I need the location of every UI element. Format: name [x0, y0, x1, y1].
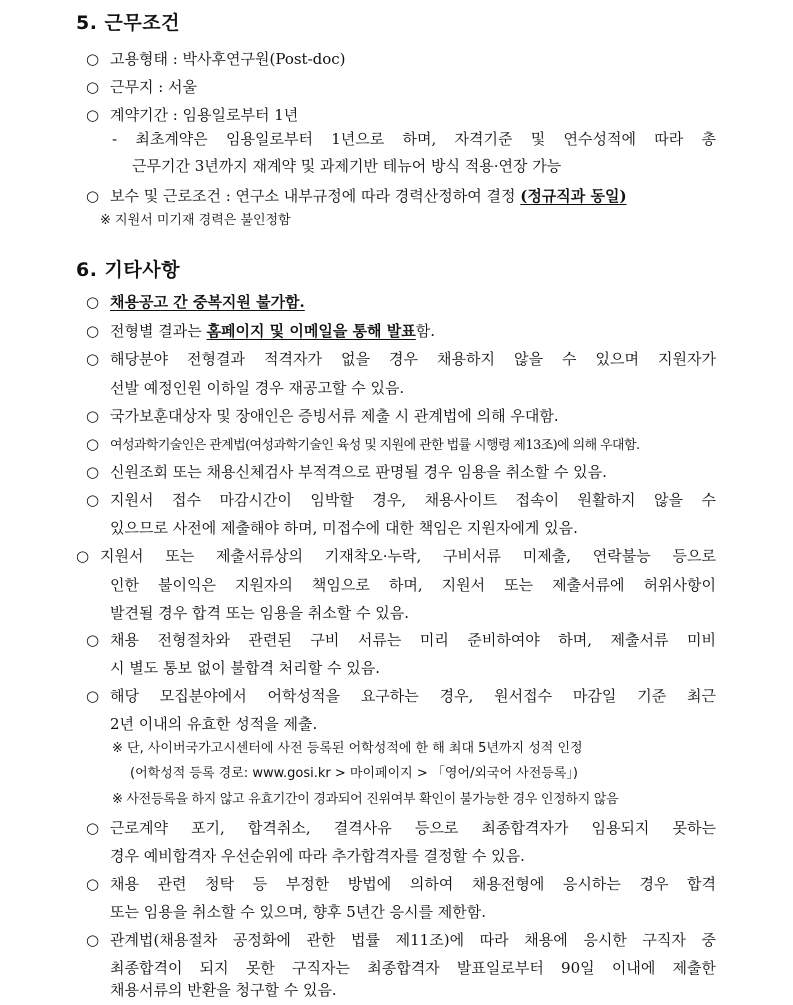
bullet-circle-icon: ○ — [86, 350, 100, 368]
salary-emphasis: (정규직과 동일) — [520, 187, 627, 205]
list-item-1: ○ 채용공고 간 중복지원 불가함. — [86, 288, 305, 317]
list-item-9-line-2: 시 별도 통보 없이 불합격 처리할 수 있음. — [110, 659, 380, 677]
list-item-6: ○ 신원조회 또는 채용신체검사 부적격으로 판명될 경우 임용을 취소할 수 있음. — [86, 458, 607, 487]
list-item-2: ○ 전형별 결과는 홈페이지 및 이메일을 통해 발표함. — [86, 317, 435, 346]
list-item-7: ○ 지원서 접수 마감시간이 임박할 경우, 채용사이트 접속이 원활하지 않을 수 — [86, 486, 716, 515]
bullet-circle-icon: ○ — [86, 435, 100, 453]
bullet-circle-icon: ○ — [86, 631, 100, 649]
section-6-title: 6. 기타사항 — [76, 259, 180, 281]
list-item-3-line-2: 선발 예정인원 이하일 경우 재공고할 수 있음. — [110, 379, 405, 397]
list-item-3: ○ 해당분야 전형결과 적격자가 없을 경우 채용하지 않을 수 있으며 지원자가 — [86, 345, 716, 374]
list-item-8-line-3: 발견될 경우 합격 또는 임용을 취소할 수 있음. — [110, 604, 409, 622]
list-item-8: ○ 지원서 또는 제출서류상의 기재착오·누락, 구비서류 미제출, 연락불능 등으로 — [76, 542, 716, 571]
list-item-12: ○ 채용 관련 청탁 등 부정한 방법에 의하여 채용전형에 응시하는 경우 합격 — [86, 870, 716, 899]
contract-detail-line-2: 근무기간 3년까지 재계약 및 과제기반 테뉴어 방식 적용·연장 가능 — [132, 157, 562, 175]
list-item-9: ○ 채용 전형절차와 관련된 구비 서류는 미리 준비하여야 하며, 제출서류 미비 — [86, 626, 716, 655]
bullet-circle-icon: ○ — [86, 407, 100, 425]
bullet-circle-icon: ○ — [86, 463, 100, 481]
list-item-employment-type: ○ 고용형태 : 박사후연구원(Post-doc) — [86, 45, 346, 74]
list-item-13-line-3: 채용서류의 반환을 청구할 수 있음. — [110, 981, 337, 999]
list-item-8-line-2: 인한 불이익은 지원자의 책임으로 하며, 지원서 또는 제출서류에 허위사항이 — [110, 576, 716, 594]
bullet-circle-icon: ○ — [86, 491, 100, 509]
list-item-5: ○ 여성과학기술인은 관계법(여성과학기술인 육성 및 지원에 관한 법률 시행령 제13조)에 의해 우대함. — [86, 430, 640, 460]
section-5-title: 5. 근무조건 — [76, 12, 180, 34]
bullet-circle-icon: ○ — [86, 106, 100, 124]
bullet-circle-icon: ○ — [76, 547, 90, 565]
list-item-10: ○ 해당 모집분야에서 어학성적을 요구하는 경우, 원서접수 마감일 기준 최근 — [86, 682, 716, 711]
list-item-10-note-2: (어학성적 등록 경로: www.gosi.kr > 마이페이지 > 「영어/외국어 사전등록」) — [130, 766, 578, 781]
bullet-circle-icon: ○ — [86, 875, 100, 893]
bullet-circle-icon: ○ — [86, 50, 100, 68]
list-item-13: ○ 관계법(채용절차 공정화에 관한 법률 제11조)에 따라 채용에 응시한 구직자 중 — [86, 926, 716, 955]
list-item-13-line-2: 최종합격이 되지 못한 구직자는 최종합격자 발표일로부터 90일 이내에 제출한 — [110, 959, 716, 977]
list-item-4: ○ 국가보훈대상자 및 장애인은 증빙서류 제출 시 관계법에 의해 우대함. — [86, 402, 559, 431]
bullet-circle-icon: ○ — [86, 931, 100, 949]
list-item-12-line-2: 또는 임용을 취소할 수 있으며, 향후 5년간 응시를 제한함. — [110, 903, 487, 921]
list-item-10-line-2: 2년 이내의 유효한 성적을 제출. — [110, 715, 318, 733]
bullet-circle-icon: ○ — [86, 819, 100, 837]
list-item-contract-period: ○ 계약기간 : 임용일로부터 1년 — [86, 101, 298, 130]
bullet-circle-icon: ○ — [86, 293, 100, 311]
list-item-10-note-1: ※ 단, 사이버국가고시센터에 사전 등록된 어학성적에 한 해 최대 5년까지 성적 인정 — [112, 741, 583, 756]
list-item-location: ○ 근무지 : 서울 — [86, 73, 197, 102]
list-item-11: ○ 근로계약 포기, 합격취소, 결격사유 등으로 최종합격자가 임용되지 못하는 — [86, 814, 716, 843]
bullet-circle-icon: ○ — [86, 78, 100, 96]
bullet-circle-icon: ○ — [86, 187, 100, 205]
list-item-7-line-2: 있으므로 사전에 제출해야 하며, 미접수에 대한 책임은 지원자에게 있음. — [110, 519, 578, 537]
contract-detail-line-1: - 최초계약은 임용일로부터 1년으로 하며, 자격기준 및 연수성적에 따라 총 — [112, 130, 716, 148]
list-item-11-line-2: 경우 예비합격자 우선순위에 따라 추가합격자를 결정할 수 있음. — [110, 847, 525, 865]
bullet-circle-icon: ○ — [86, 322, 100, 340]
bullet-circle-icon: ○ — [86, 687, 100, 705]
salary-note: ※ 지원서 미기재 경력은 불인정함 — [100, 213, 291, 228]
list-item-10-note-3: ※ 사전등록을 하지 않고 유효기간이 경과되어 진위여부 확인이 불가능한 경우 인정하지 않음 — [112, 792, 619, 807]
list-item-salary: ○ 보수 및 근로조건 : 연구소 내부규정에 따라 경력산정하여 결정 (정규직과 동일) — [86, 182, 627, 211]
